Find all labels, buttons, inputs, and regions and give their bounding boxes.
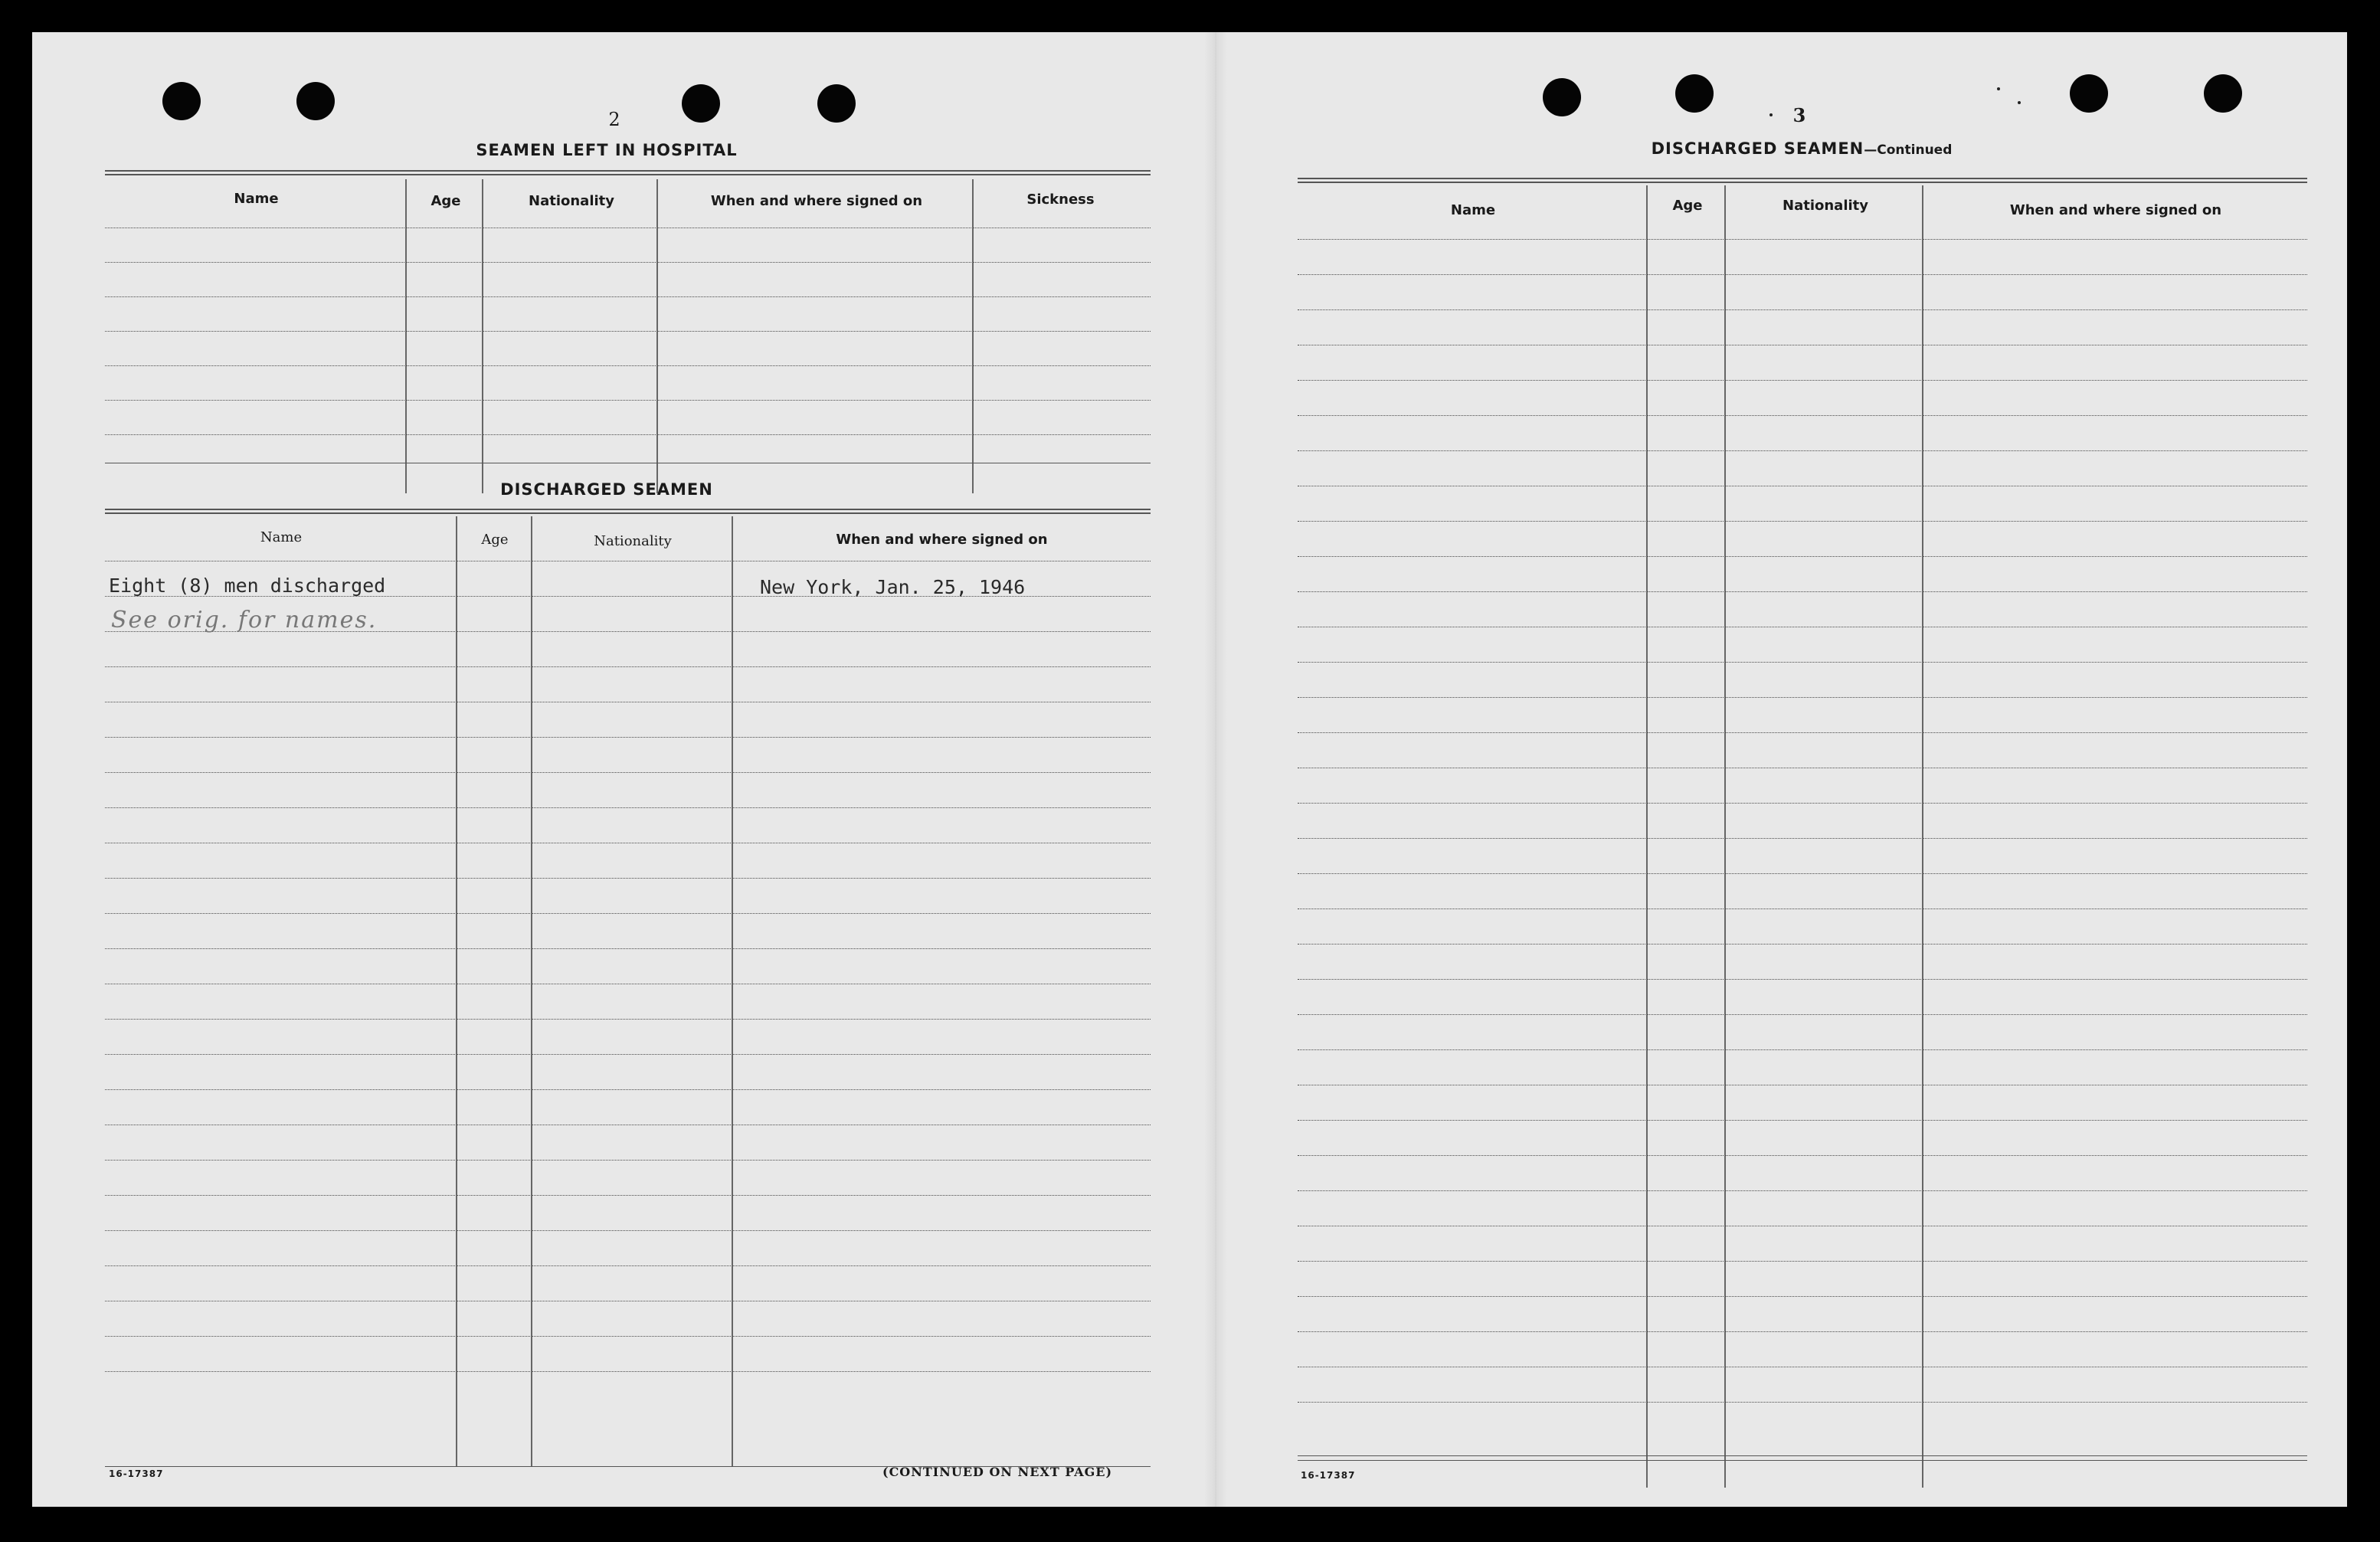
table-row-line <box>105 1336 1151 1337</box>
discharged-continued-rows <box>1298 32 2307 1507</box>
column-divider <box>1724 185 1726 1488</box>
table-row-line <box>105 878 1151 879</box>
title-continued: —Continued <box>1864 142 1953 158</box>
col-header-nationality: Nationality <box>594 533 672 549</box>
right-page <box>1227 32 2347 1507</box>
table-bottom-rule <box>1298 1460 2307 1461</box>
table-row-line <box>105 666 1151 667</box>
col-header-age: Age <box>481 532 509 548</box>
handwritten-note: See orig. for names. <box>111 607 378 633</box>
table-row-line <box>1298 873 2307 874</box>
discharged-table-rows <box>105 32 1151 1507</box>
table-row-line <box>105 1089 1151 1090</box>
table-row-line <box>105 1054 1151 1055</box>
table-bottom-rule <box>1298 1455 2307 1456</box>
table-row-line <box>105 1371 1151 1372</box>
table-row-line <box>105 1160 1151 1161</box>
table-row-line <box>1298 1155 2307 1156</box>
entry-signed-on: New York, Jan. 25, 1946 <box>760 576 1026 598</box>
table-row-line <box>105 913 1151 914</box>
table-row-line <box>1298 944 2307 945</box>
table-row-line <box>1298 380 2307 381</box>
col-header-signed-on: When and where signed on <box>836 532 1048 548</box>
table-row-line <box>1298 450 2307 451</box>
table-row-line <box>1298 1402 2307 1403</box>
page-gutter <box>1204 32 1227 1507</box>
table-row-line <box>105 1265 1151 1266</box>
table-row-line <box>1298 415 2307 416</box>
table-row-line <box>1298 697 2307 698</box>
table-row-line <box>105 737 1151 738</box>
table-row-line <box>1298 309 2307 310</box>
form-number: 16-17387 <box>1301 1470 1356 1481</box>
hospital-section-title: SEAMEN LEFT IN HOSPITAL <box>476 141 738 159</box>
table-row-line <box>1298 1049 2307 1050</box>
col-header-name: Name <box>234 191 279 207</box>
table-row-line <box>105 807 1151 808</box>
table-row-line <box>1298 1296 2307 1297</box>
col-header-name: Name <box>1450 202 1496 218</box>
continued-note: (CONTINUED ON NEXT PAGE) <box>882 1465 1113 1479</box>
col-header-nationality: Nationality <box>1783 198 1868 214</box>
column-divider <box>1922 185 1923 1488</box>
document-sheet <box>32 32 2347 1507</box>
table-row-line <box>105 1195 1151 1196</box>
table-row-line <box>1298 979 2307 980</box>
column-divider <box>732 516 733 1466</box>
column-divider <box>1646 185 1648 1488</box>
table-row-line <box>1298 803 2307 804</box>
table-row-line <box>1298 1190 2307 1191</box>
col-header-nationality: Nationality <box>529 193 614 209</box>
title-main: DISCHARGED SEAMEN <box>1651 139 1864 158</box>
table-row-line <box>1298 556 2307 557</box>
table-row-line <box>1298 521 2307 522</box>
column-divider <box>531 516 532 1466</box>
table-row-line <box>1298 591 2307 592</box>
column-divider <box>456 516 457 1466</box>
table-row-line <box>105 1230 1151 1231</box>
table-row-line <box>1298 732 2307 733</box>
table-row-line <box>1298 1261 2307 1262</box>
table-row-line <box>1298 838 2307 839</box>
table-row-line <box>1298 274 2307 275</box>
discharged-section-title: DISCHARGED SEAMEN <box>500 480 713 499</box>
entry-name: Eight (8) men discharged <box>109 575 386 597</box>
col-header-signed-on: When and where signed on <box>710 193 923 209</box>
table-row-line <box>105 1019 1151 1020</box>
table-row-line <box>105 772 1151 773</box>
col-header-name: Name <box>260 529 303 545</box>
col-header-age: Age <box>1672 198 1703 214</box>
col-header-signed-on: When and where signed on <box>2009 202 2222 218</box>
table-row-line <box>1298 1014 2307 1015</box>
table-row-line <box>1298 239 2307 240</box>
page-number: 2 <box>608 109 620 130</box>
table-row-line <box>1298 1331 2307 1332</box>
table-row-line <box>1298 1120 2307 1121</box>
col-header-sickness: Sickness <box>1026 192 1095 208</box>
page-number: 3 <box>1792 104 1806 126</box>
table-row-line <box>105 948 1151 949</box>
form-number: 16-17387 <box>109 1468 164 1479</box>
table-row-line <box>1298 662 2307 663</box>
col-header-age: Age <box>430 193 461 209</box>
left-page <box>32 32 1204 1507</box>
